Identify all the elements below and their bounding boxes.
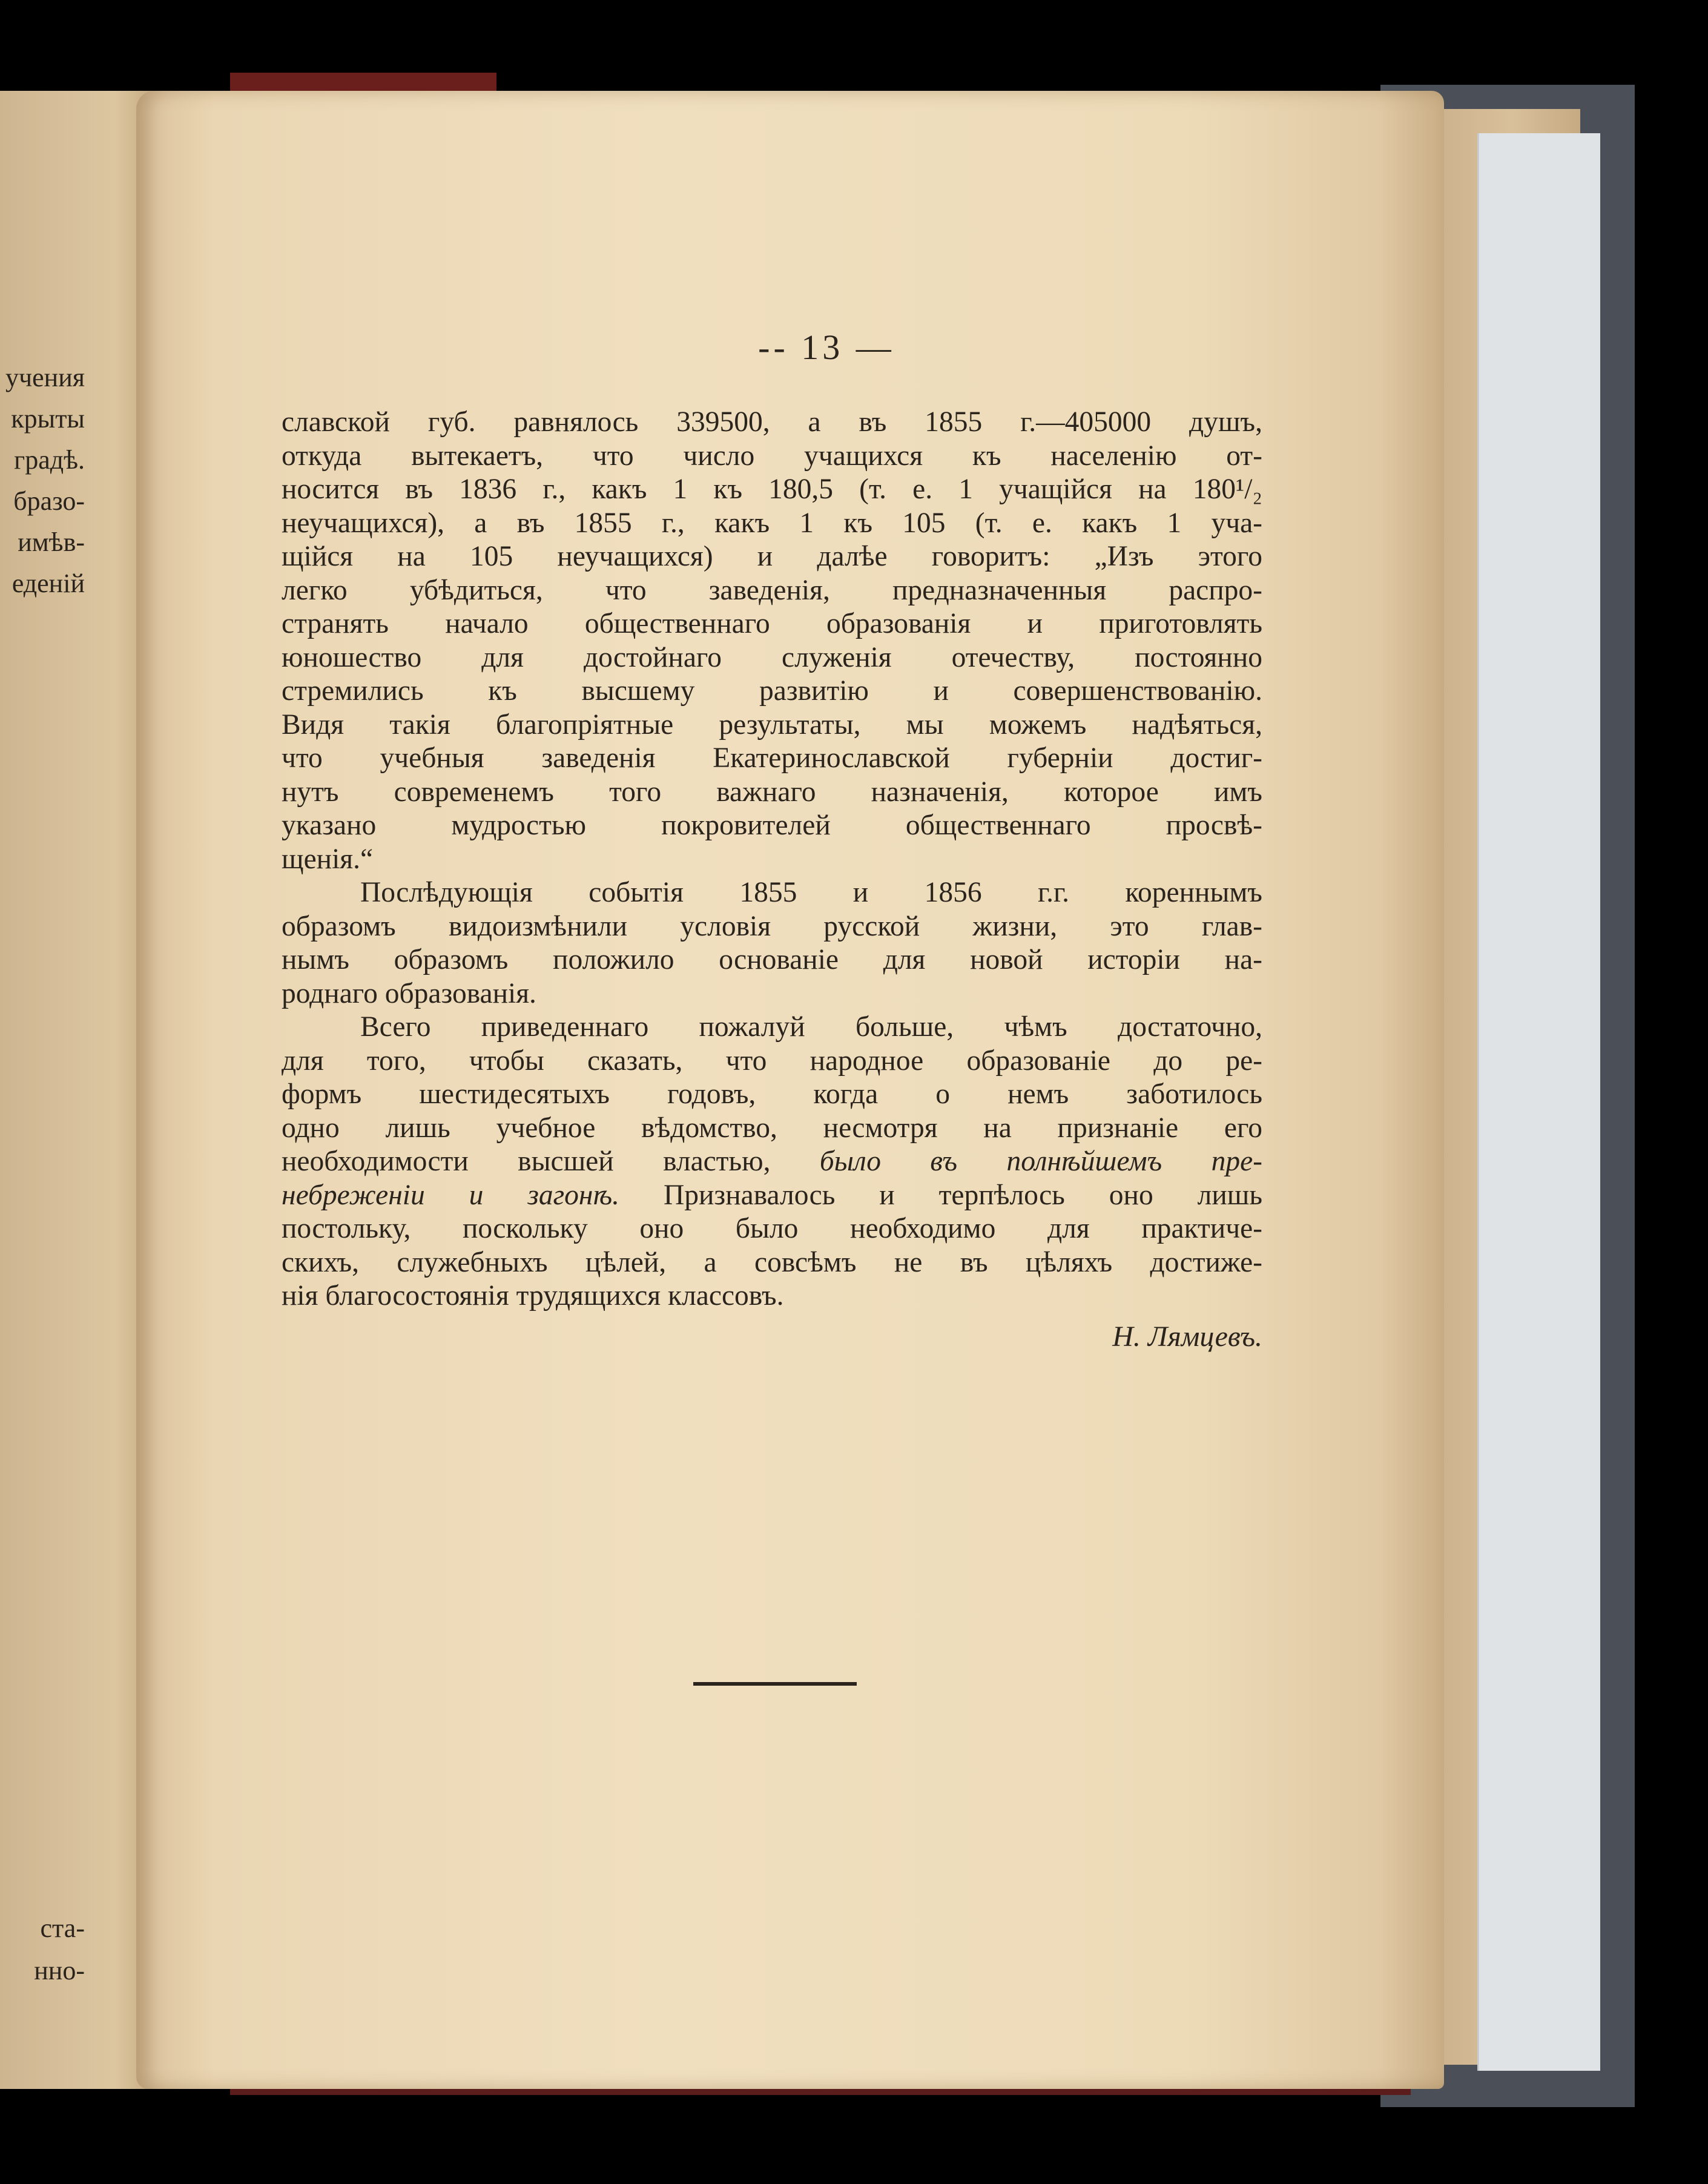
text-line: неучащихся), а въ 1855 г., какъ 1 къ 105 (т. е. какъ 1 уча- [282,507,1262,539]
author-signature: Н. Лямцевъ. [1112,1321,1262,1353]
text-line-mixed [282,1179,1262,1213]
paragraph-first-line: Всего приведеннаго пожалуй больше, чѣмъ достаточно, [360,1011,1262,1043]
italic-segment: небреженіи и загонѣ. [282,1179,620,1211]
text-line: для того, чтобы сказать, что народное образованіе до ре- [282,1044,1262,1077]
inserted-sheet [1477,133,1600,2071]
text-line: формъ шестидесятыхъ годовъ, когда о немъ заботилось [282,1078,1262,1110]
text-segment: необходимости высшей властью, [282,1146,771,1177]
page-number: -- 13 — [758,328,895,367]
text-line: щійся на 105 неучащихся) и далѣе говоритъ: „Изъ этого [282,541,1262,572]
left-fragment: бразо- [13,486,85,516]
text-line: постольку, поскольку оно было необходимо для практиче- [282,1213,1262,1244]
text-line: роднаго образованія. [282,977,536,1009]
text-line: образомъ видоизмѣнили условія русской жизни, это глав- [282,910,1262,942]
text-line: славской губ. равнялось 339500, а въ 1855 г.—405000 душъ, [282,406,1262,438]
text-line: щенія.“ [282,843,374,875]
end-rule [693,1682,857,1686]
paragraph-first-line: Послѣдующія событія 1855 и 1856 г.г. кореннымъ [360,877,1262,908]
text-line: указано мудростью покровителей общественнаго просвѣ- [282,810,1262,841]
left-page-tail [0,1907,85,1992]
text-line: легко убѣдиться, что заведенія, предназначенныя распро- [282,574,1262,606]
main-page [136,91,1444,2089]
text-line: нія благосостоянія трудящихся классовъ. [282,1280,784,1311]
text-segment: Признавалось и терпѣлось оно лишь [663,1179,1262,1211]
left-page-fragments [0,357,85,604]
left-fragment: ста- [40,1913,85,1943]
left-fragment: еденій [12,569,85,598]
left-fragment: крыты [11,404,85,434]
left-fragment: учения [5,363,85,392]
text-line: стремились къ высшему развитію и совершенствованію. [282,675,1262,707]
text-line: носится въ 1836 г., какъ 1 къ 180,5 (т. е. 1 учащійся на 180¹/₂ [282,473,1262,505]
text-line: Видя такія благопріятные результаты, мы можемъ надѣяться, [282,708,1262,741]
text-line: странять начало общественнаго образованія и приготовлять [282,608,1262,639]
left-fragment: градѣ. [14,445,85,475]
text-line: юношество для достойнаго служенія отечеству, постоянно [282,641,1262,673]
left-fragment: имѣв- [18,527,85,557]
left-fragment: нно- [34,1956,85,1985]
body-text [282,406,1262,1313]
text-line: одно лишь учебное вѣдомство, несмотря на признаніе его [282,1112,1262,1144]
text-line: нымъ образомъ положило основаніе для новой исторіи на- [282,944,1262,975]
italic-segment: было въ полнѣйшемъ пре- [819,1146,1262,1177]
text-line: откуда вытекаетъ, что число учащихся къ населенію от- [282,440,1262,472]
text-line: нутъ современемъ того важнаго назначенія, которое имъ [282,776,1262,808]
text-line: что учебныя заведенія Екатеринославской губерніи достиг- [282,742,1262,774]
text-line: скихъ, служебныхъ цѣлей, а совсѣмъ не въ цѣляхъ достиже- [282,1246,1262,1278]
text-line-mixed [282,1145,1262,1179]
